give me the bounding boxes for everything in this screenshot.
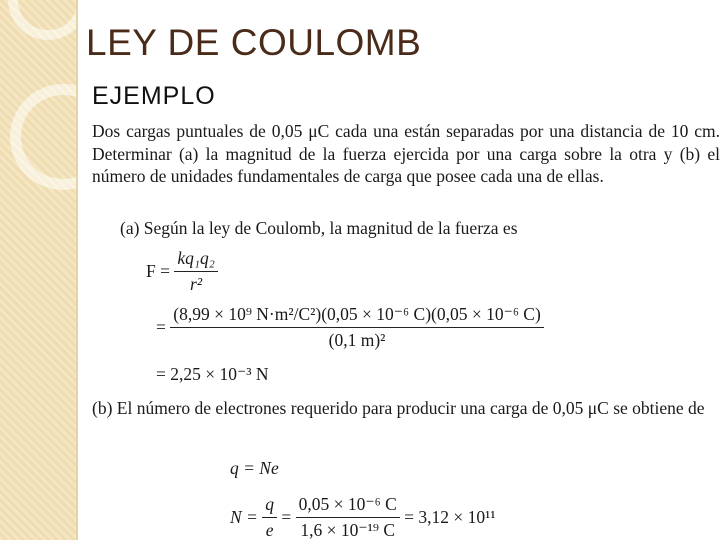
eq5-equals: = xyxy=(281,507,292,527)
eq1-lhs: F = xyxy=(146,261,170,281)
slide-subtitle: EJEMPLO xyxy=(92,82,216,110)
eq2-numerator: (8,99 × 10⁹ N·m²/C²)(0,05 × 10⁻⁶ C)(0,05 × 10⁻⁶ C) xyxy=(170,304,544,328)
equation-n xyxy=(230,494,496,541)
eq5-fraction-2 xyxy=(296,494,400,541)
eq5-numerator-2: 0,05 × 10⁻⁶ C xyxy=(296,494,400,518)
equation-result-a: = 2,25 × 10⁻³ N xyxy=(156,364,269,384)
eq5-result: = 3,12 × 10¹¹ xyxy=(404,507,496,527)
eq5-denominator-2: 1,6 × 10⁻¹⁹ C xyxy=(300,520,395,540)
eq2-denominator: (0,1 m)² xyxy=(328,330,386,350)
eq1-denominator: r² xyxy=(190,274,203,294)
sidebar-divider xyxy=(76,0,78,540)
eq2-equals: = xyxy=(156,317,166,337)
eq5-fraction-1 xyxy=(262,494,277,541)
equation-q-ne: q = Ne xyxy=(230,458,279,478)
part-a-intro: (a) Según la ley de Coulomb, la magnitud de la fuerza es xyxy=(120,218,518,238)
eq2-fraction xyxy=(170,304,544,351)
slide-title: LEY DE COULOMB xyxy=(86,22,422,63)
eq1-fraction xyxy=(174,248,217,295)
equation-coulomb xyxy=(146,248,218,295)
eq5-lhs: N = xyxy=(230,507,258,527)
decorative-sidebar xyxy=(0,0,76,540)
part-b-intro: (b) El número de electrones requerido para producir una carga de 0,05 μC se obtiene de xyxy=(92,398,705,418)
eq5-numerator-1: q xyxy=(262,494,277,518)
equation-substitution xyxy=(156,304,544,351)
problem-statement: Dos cargas puntuales de 0,05 μC cada una están separadas por una distancia de 10 cm. Determinar (a) la magnitud de la fuerza ejercida por una carga sobre la otra y (b) el número de unidades fundamentales de carga que posee cada una de ellas. xyxy=(92,121,720,186)
eq1-numerator: kq₁q₂ xyxy=(174,248,217,272)
eq5-denominator-1: e xyxy=(265,520,274,540)
